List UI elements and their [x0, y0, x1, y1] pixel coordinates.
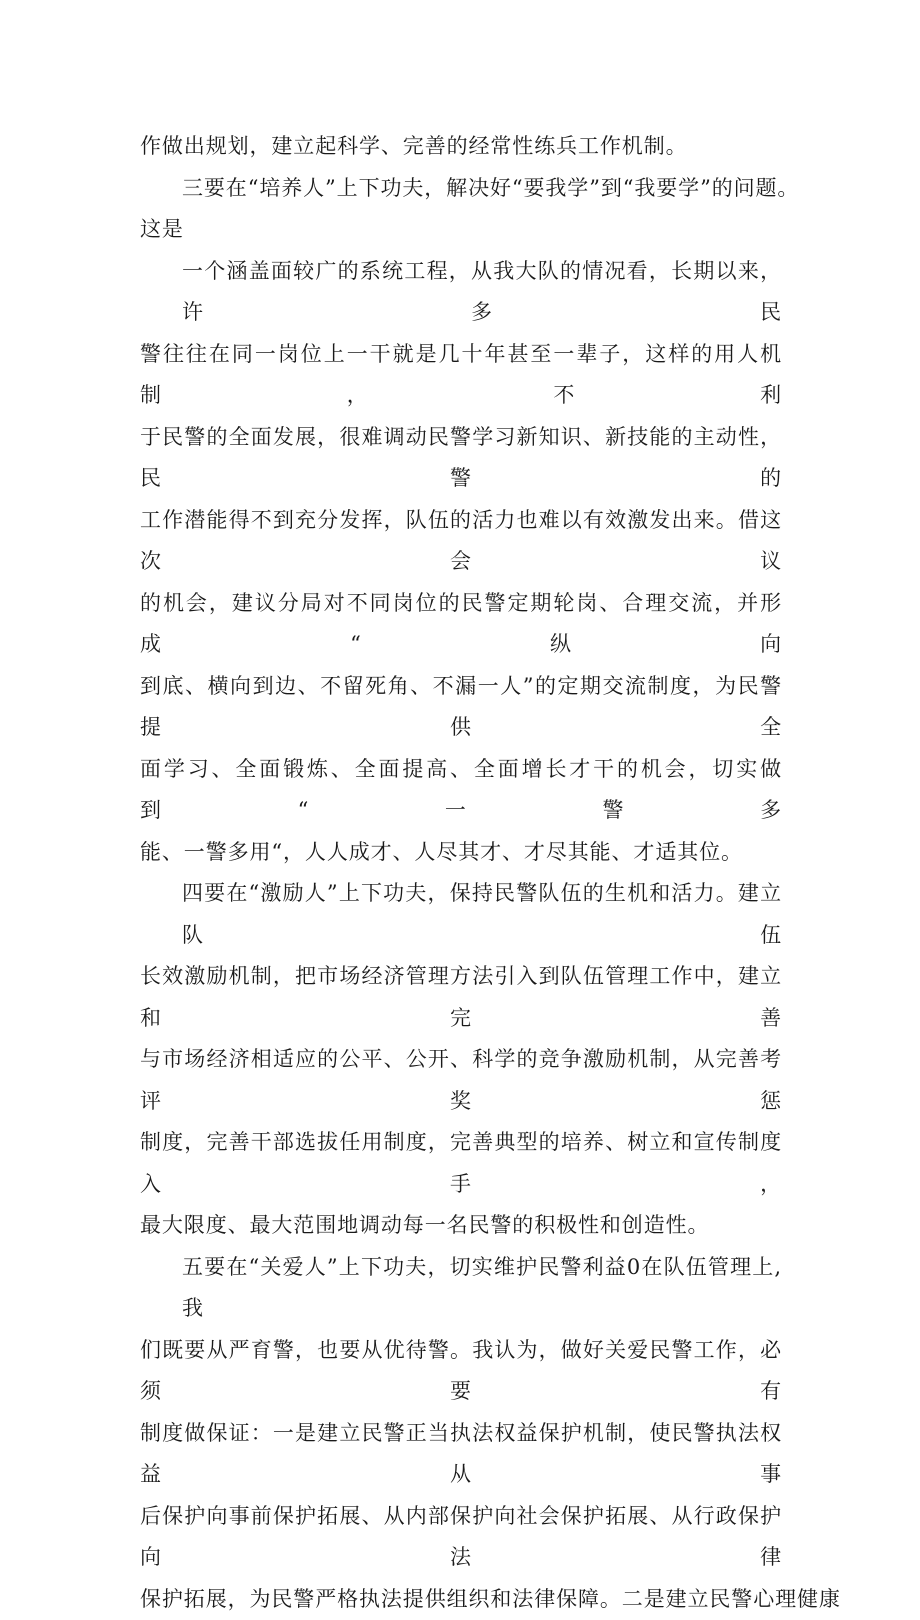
- text-line: 制度做保证：一是建立民警正当执法权益保护机制，使民警执法权益从事: [140, 1413, 782, 1496]
- text-line: 五要在“关爱人”上下功夫，切实维护民警利益0在队伍管理上,我: [140, 1247, 782, 1330]
- text-line: 能、一警多用“，人人成才、人尽其才、才尽其能、才适其位。: [140, 832, 782, 874]
- text-line: 们既要从严育警，也要从优待警。我认为，做好关爱民警工作，必须要有: [140, 1330, 782, 1413]
- text-line: 制度，完善干部选拔任用制度，完善典型的培养、树立和宣传制度入手，: [140, 1122, 782, 1205]
- text-line: 警往往在同一岗位上一干就是几十年甚至一辈子，这样的用人机制，不利: [140, 334, 782, 417]
- text-line: 于民警的全面发展，很难调动民警学习新知识、新技能的主动性，民警的: [140, 417, 782, 500]
- text-line: 的机会，建议分局对不同岗位的民警定期轮岗、合理交流，并形成“纵向: [140, 583, 782, 666]
- text-line: 工作潜能得不到充分发挥，队伍的活力也难以有效激发出来。借这次会议: [140, 500, 782, 583]
- text-line: 作做出规划，建立起科学、完善的经常性练兵工作机制。: [140, 126, 782, 168]
- text-line: 一个涵盖面较广的系统工程，从我大队的情况看，长期以来，许多民: [140, 251, 782, 334]
- paragraph: [140, 1247, 782, 1620]
- text-line: 最大限度、最大范围地调动每一名民警的积极性和创造性。: [140, 1205, 782, 1247]
- text-line: 后保护向事前保护拓展、从内部保护向社会保护拓展、从行政保护向法律: [140, 1496, 782, 1579]
- paragraph: [140, 209, 782, 251]
- text-line: 三要在“培养人”上下功夫，解决好“要我学”到“我要学”的问题。: [140, 168, 782, 210]
- text-line: 到底、横向到边、不留死角、不漏一人”的定期交流制度，为民警提供全: [140, 666, 782, 749]
- paragraph: [140, 873, 782, 1247]
- text-line: 四要在“激励人”上下功夫，保持民警队伍的生机和活力。建立队伍: [140, 873, 782, 956]
- text-line: 长效激励机制，把市场经济管理方法引入到队伍管理工作中，建立和完善: [140, 956, 782, 1039]
- text-line: 保护拓展，为民警严格执法提供组织和法律保障。二是建立民警心理健康: [140, 1579, 782, 1620]
- paragraph: [140, 251, 782, 874]
- paragraph: [140, 168, 782, 210]
- text-line: 这是: [140, 209, 782, 251]
- document-body: [140, 126, 782, 1620]
- paragraph: [140, 126, 782, 168]
- text-line: 面学习、全面锻炼、全面提高、全面增长才干的机会，切实做到“一警多: [140, 749, 782, 832]
- text-line: 与市场经济相适应的公平、公开、科学的竞争激励机制，从完善考评奖惩: [140, 1039, 782, 1122]
